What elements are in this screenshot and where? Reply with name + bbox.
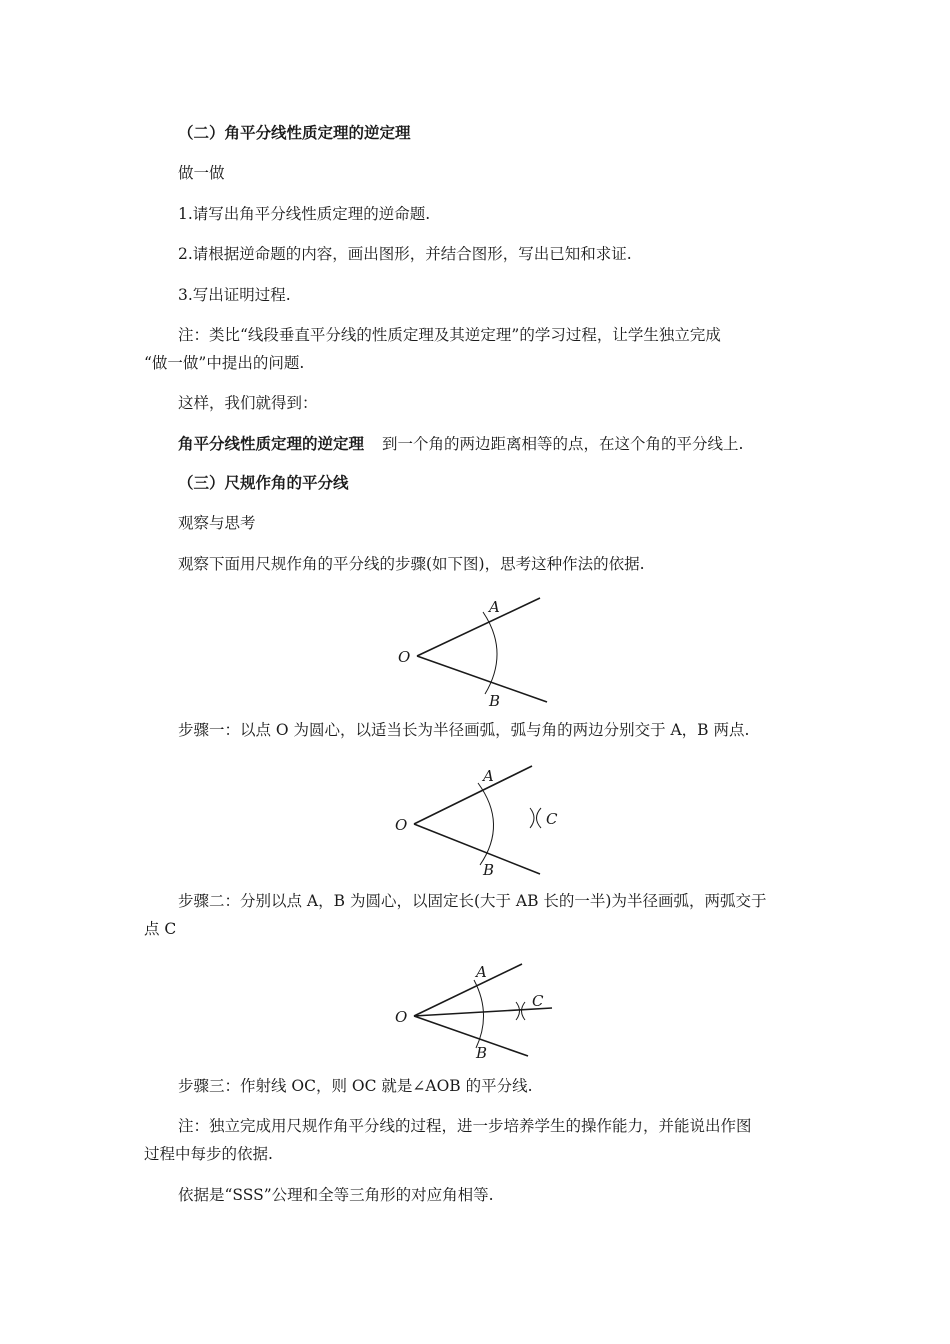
label-a: A xyxy=(489,598,500,616)
label-c: C xyxy=(532,992,544,1010)
note-line: 注：类比“线段垂直平分线的性质定理及其逆定理”的学习过程，让学生独立完成 xyxy=(178,326,721,344)
ray-ob xyxy=(414,1016,528,1056)
label-b: B xyxy=(476,1044,488,1062)
list-item: 3.写出证明过程. xyxy=(178,286,291,304)
arc-from-a xyxy=(516,1002,520,1020)
theorem-text: 到一个角的两边距离相等的点，在这个角的平分线上. xyxy=(382,435,744,453)
ray-ob xyxy=(417,656,547,702)
label-a: A xyxy=(483,767,494,785)
arc-from-a xyxy=(530,808,534,828)
section3-subheading: 观察与思考 xyxy=(178,514,256,532)
ray-oa xyxy=(414,766,532,824)
section3-intro: 观察下面用尺规作角的平分线的步骤(如下图)，思考这种作法的依据. xyxy=(178,555,645,573)
arc-from-b xyxy=(537,808,542,828)
conclusion-intro: 这样，我们就得到： xyxy=(178,394,318,412)
label-o: O xyxy=(398,648,411,666)
figure-step1 xyxy=(390,590,560,710)
arc-from-b xyxy=(522,1002,526,1020)
section2-heading: （二）角平分线性质定理的逆定理 xyxy=(178,124,411,142)
list-item: 2.请根据逆命题的内容，画出图形，并结合图形，写出已知和求证. xyxy=(178,245,632,263)
label-o: O xyxy=(395,816,408,834)
list-item: 1.请写出角平分线性质定理的逆命题. xyxy=(178,205,431,223)
basis: 依据是“SSS”公理和全等三角形的对应角相等. xyxy=(178,1186,494,1204)
note-line: 注：独立完成用尺规作角平分线的过程，进一步培养学生的操作能力，并能说出作图 xyxy=(178,1117,752,1135)
ray-oa xyxy=(417,598,540,656)
step3: 步骤三：作射线 OC，则 OC 就是∠AOB 的平分线. xyxy=(178,1077,533,1095)
step2-line: 步骤二：分别以点 A，B 为圆心，以固定长(大于 AB 长的一半)为半径画弧，两弧交于 xyxy=(178,892,767,910)
step1: 步骤一：以点 O 为圆心，以适当长为半径画弧，弧与角的两边分别交于 A，B 两点. xyxy=(178,721,750,739)
label-o: O xyxy=(395,1008,408,1026)
figure-step3 xyxy=(390,956,570,1064)
label-c: C xyxy=(546,810,558,828)
step2-line: 点 C xyxy=(144,920,177,938)
theorem xyxy=(178,433,743,455)
ray-ob xyxy=(414,824,540,874)
section3-heading: （三）尺规作角的平分线 xyxy=(178,474,349,492)
figure-step2 xyxy=(390,758,570,882)
theorem-name: 角平分线性质定理的逆定理 xyxy=(178,435,365,453)
section2-subheading: 做一做 xyxy=(178,164,225,182)
ray-oa xyxy=(414,964,522,1016)
note-line: “做一做”中提出的问题. xyxy=(144,354,305,372)
label-b: B xyxy=(483,861,495,879)
label-b: B xyxy=(489,692,501,710)
note-line: 过程中每步的依据. xyxy=(144,1145,273,1163)
label-a: A xyxy=(476,963,487,981)
